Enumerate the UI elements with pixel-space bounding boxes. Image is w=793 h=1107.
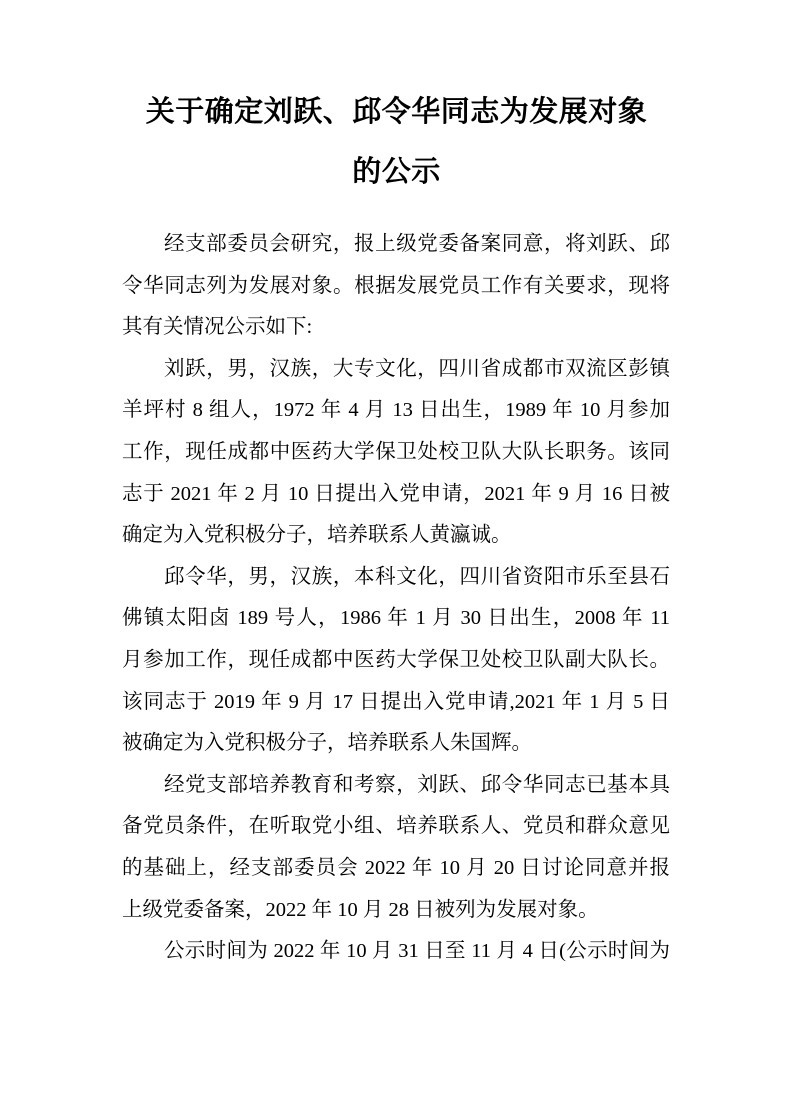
paragraph-publicity-period [122,931,670,973]
text-line: 经支部委员会研究，报上级党委备案同意，将刘跃、邱 [164,233,670,255]
text-line: 上级党委备案，2022 年 10 月 28 日被列为发展对象。 [122,898,599,921]
text-line: 备党员条件，在听取党小组、培养联系人、党员和群众意见 [122,815,670,838]
text-line: 的基础上，经支部委员会 2022 年 10 月 20 日讨论同意并报 [122,856,670,879]
paragraph-qiu-linghua [122,557,670,765]
text-line: 被确定为入党积极分子，培养联系人朱国辉。 [122,732,532,755]
text-line: 工作，现任成都中医药大学保卫处校卫队大队长职务。该同 [122,440,670,463]
notice-body [122,224,670,973]
text-line: 经党支部培养教育和考察，刘跃、邱令华同志已基本具 [164,773,670,796]
text-line: 佛镇太阳卤 189 号人，1986 年 1 月 30 日出生，2008 年 11 [122,607,670,630]
text-line: 羊坪村 8 组人，1972 年 4 月 13 日出生，1989 年 10 月参加 [122,399,670,422]
text-line: 邱令华，男，汉族，本科文化，四川省资阳市乐至县石 [164,565,670,588]
paragraph-liu-yue [122,349,670,557]
text-line: 其有关情况公示如下: [122,316,313,339]
text-line: 志于 2021 年 2 月 10 日提出入党申请，2021 年 9 月 16 日被 [122,482,670,505]
text-line: 刘跃，男，汉族，大专文化，四川省成都市双流区彭镇 [164,357,670,380]
paragraph-assessment [122,765,670,931]
paragraph-intro [122,224,670,349]
text-line: 月参加工作，现任成都中医药大学保卫处校卫队副大队长。 [122,648,670,671]
text-line: 确定为入党积极分子，培养联系人黄瀛诚。 [122,524,512,547]
text-line: 令华同志列为发展对象。根据发展党员工作有关要求，现将 [122,274,670,297]
text-line: 该同志于 2019 年 9 月 17 日提出入党申请,2021 年 1 月 5 日 [122,690,670,713]
text-line: 公示时间为 2022 年 10 月 31 日至 11 月 4 日(公示时间为 [164,940,670,963]
notice-title-line2: 的公示 [352,156,441,188]
notice-title-line1: 关于确定刘跃、邱令华同志为发展对象 [145,96,648,128]
